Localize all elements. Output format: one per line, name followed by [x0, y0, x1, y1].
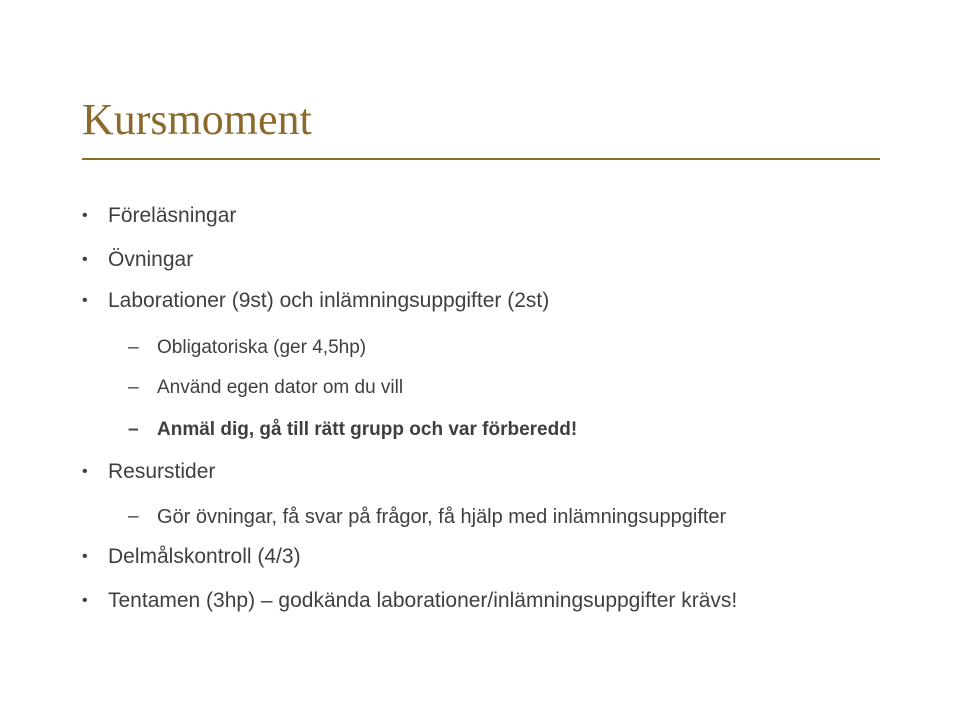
dash-icon: – — [128, 337, 139, 358]
list-item-text: Delmålskontroll (4/3) — [108, 545, 301, 568]
sub-list-item-text: Gör övningar, få svar på frågor, få hjälp med inlämningsuppgifter — [157, 506, 727, 528]
title-underline — [82, 158, 880, 160]
list-item-text: Resurstider — [108, 460, 216, 483]
sub-list-item-text: Använd egen dator om du vill — [157, 377, 404, 398]
sub-list-item — [128, 374, 403, 402]
bullet-icon: • — [82, 292, 88, 309]
bullet-icon: • — [82, 548, 88, 565]
list-item-text: Övningar — [108, 248, 194, 271]
dash-icon: – — [128, 506, 139, 527]
list-item-text: Laborationer (9st) och inlämningsuppgifter (2st) — [108, 289, 550, 312]
list-item — [82, 246, 193, 274]
list-item — [82, 287, 549, 315]
dash-icon: – — [128, 377, 139, 398]
bullet-icon: • — [82, 207, 88, 224]
dash-icon: – — [128, 419, 139, 440]
bullet-icon: • — [82, 463, 88, 480]
sub-list-item-emphasized — [128, 416, 577, 444]
sub-list-item-text: Obligatoriska (ger 4,5hp) — [157, 337, 367, 358]
slide-title: Kursmoment — [82, 95, 312, 144]
bullet-icon: • — [82, 592, 88, 609]
list-item — [82, 202, 236, 230]
list-item — [82, 543, 301, 571]
list-item-text: Föreläsningar — [108, 204, 237, 227]
sub-list-item-text: Anmäl dig, gå till rätt grupp och var förberedd! — [157, 419, 578, 440]
list-item — [82, 458, 215, 486]
list-item-text: Tentamen (3hp) – godkända laborationer/inlämningsuppgifter krävs! — [108, 589, 738, 612]
sub-list-item — [128, 334, 366, 362]
list-item — [82, 587, 737, 615]
bullet-icon: • — [82, 251, 88, 268]
sub-list-item — [128, 503, 726, 531]
